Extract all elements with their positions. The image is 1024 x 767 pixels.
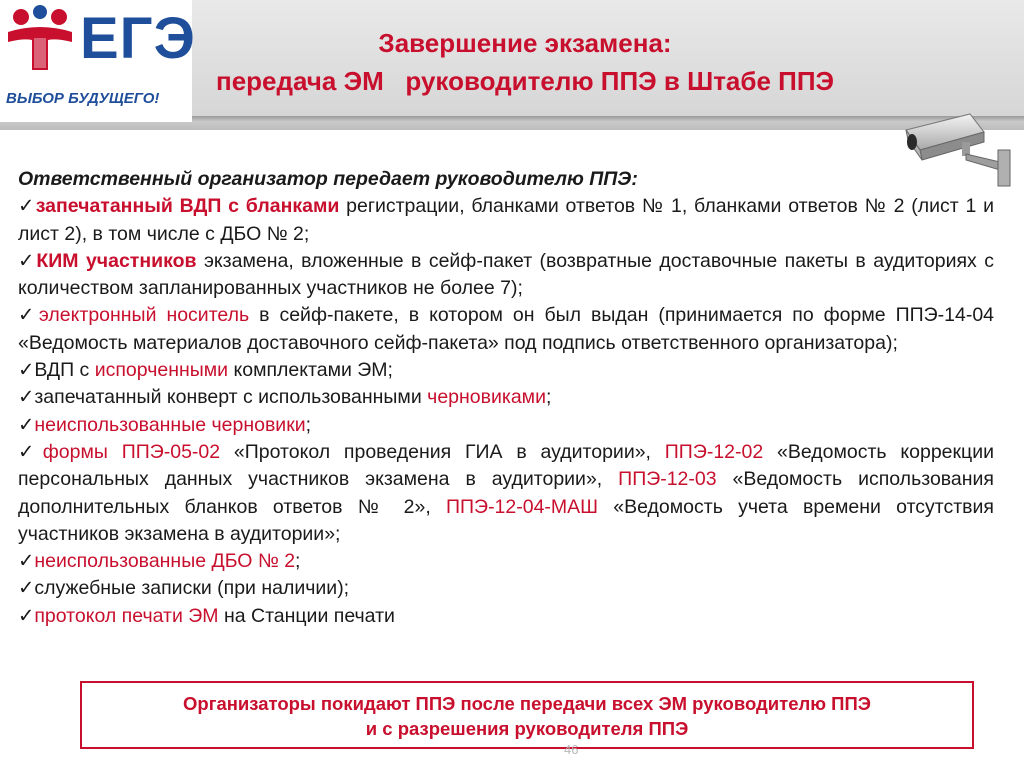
item-text: протокол печати ЭМ	[34, 604, 219, 627]
item-text: «Ведомость коррекции персональных данных участников экзамена в аудитории»,	[18, 440, 994, 491]
item-text: неиспользованные ДБО № 2	[34, 550, 296, 573]
checklist-item	[18, 439, 994, 548]
item-text: электронный носитель	[38, 304, 250, 327]
slide-title	[200, 24, 850, 100]
page-number: 46	[564, 742, 579, 757]
content	[18, 166, 994, 630]
checkmark-icon: ✓	[18, 550, 35, 573]
item-text: испорченными	[94, 359, 229, 382]
checkmark-icon: ✓	[18, 604, 35, 627]
checklist-item	[18, 548, 994, 575]
checkmark-icon: ✓	[18, 440, 43, 463]
logo-slogan: ВЫБОР БУДУЩЕГО!	[6, 90, 160, 107]
item-text: на Станции печати	[218, 604, 395, 627]
item-text: ;	[545, 386, 552, 409]
checkmark-icon: ✓	[18, 304, 39, 327]
title-line-1: Завершение экзамена:	[378, 28, 672, 58]
item-text: КИМ участников	[36, 249, 197, 272]
item-text: экзамена, вложенные в сейф-пакет (возвратные доставочные пакеты в аудиториях с количеством запланированных участников не более 7);	[18, 249, 994, 300]
notice-line-1: Организаторы покидают ППЭ после передачи всех ЭМ руководителю ППЭ	[183, 693, 871, 714]
item-text: «Ведомость учета времени отсутствия участников экзамена в аудитории»;	[18, 495, 994, 545]
checklist-item	[18, 193, 994, 248]
checkmark-icon: ✓	[18, 195, 36, 218]
item-text: ППЭ-12-03	[618, 468, 717, 491]
checklist-item	[18, 357, 994, 384]
ege-logo-icon	[4, 4, 76, 74]
logo	[0, 0, 196, 122]
checklist-item	[18, 302, 994, 357]
item-text: ППЭ-12-02	[664, 440, 764, 463]
checklist-item	[18, 248, 994, 303]
checklist	[18, 193, 994, 630]
item-text: ;	[305, 413, 312, 436]
item-text: запечатанный ВДП с бланками	[35, 195, 340, 218]
item-text: неиспользованные черновики	[34, 413, 306, 436]
item-text: комплектами ЭМ;	[228, 359, 393, 382]
item-text: «Протокол проведения ГИА в аудитории»,	[220, 440, 665, 463]
notice-line-2: и с разрешения руководителя ППЭ	[365, 718, 689, 739]
checkmark-icon: ✓	[18, 359, 35, 382]
item-text: регистрации, бланками ответов № 1, бланками ответов № 2 (лист 1 и лист 2), в том числе с ДБО № 2;	[18, 195, 995, 245]
logo-text: ЕГЭ	[80, 6, 196, 71]
item-text: формы ППЭ-05-02	[42, 440, 221, 463]
checklist-item	[18, 412, 994, 439]
checkmark-icon: ✓	[18, 577, 35, 600]
notice-box	[80, 681, 974, 749]
checklist-item	[18, 384, 994, 411]
checkmark-icon: ✓	[18, 249, 37, 272]
checklist-item	[18, 603, 994, 630]
item-text: ВДП с	[34, 359, 95, 382]
intro-text: Ответственный организатор передает руководителю ППЭ:	[18, 168, 638, 190]
checkmark-icon: ✓	[18, 386, 35, 409]
title-line-2: передача ЭМ руководителю ППЭ в Штабе ППЭ	[215, 66, 835, 96]
item-text: ;	[295, 550, 301, 573]
item-text: черновиками	[427, 386, 546, 409]
item-text: в сейф-пакете, в котором он был выдан (принимается по форме ППЭ-14-04 «Ведомость материалов доставочного сейф-пакета» под подпись ответственного организатора);	[18, 304, 995, 354]
item-text: ППЭ-12-04-МАШ	[446, 495, 599, 518]
item-text: служебные записки (при наличии);	[34, 577, 350, 600]
item-text: запечатанный конверт с использованными	[34, 386, 428, 409]
item-text: «Ведомость использования дополнительных бланков ответов № 2»,	[18, 468, 994, 518]
checkmark-icon: ✓	[18, 413, 35, 436]
checklist-item	[18, 575, 994, 602]
